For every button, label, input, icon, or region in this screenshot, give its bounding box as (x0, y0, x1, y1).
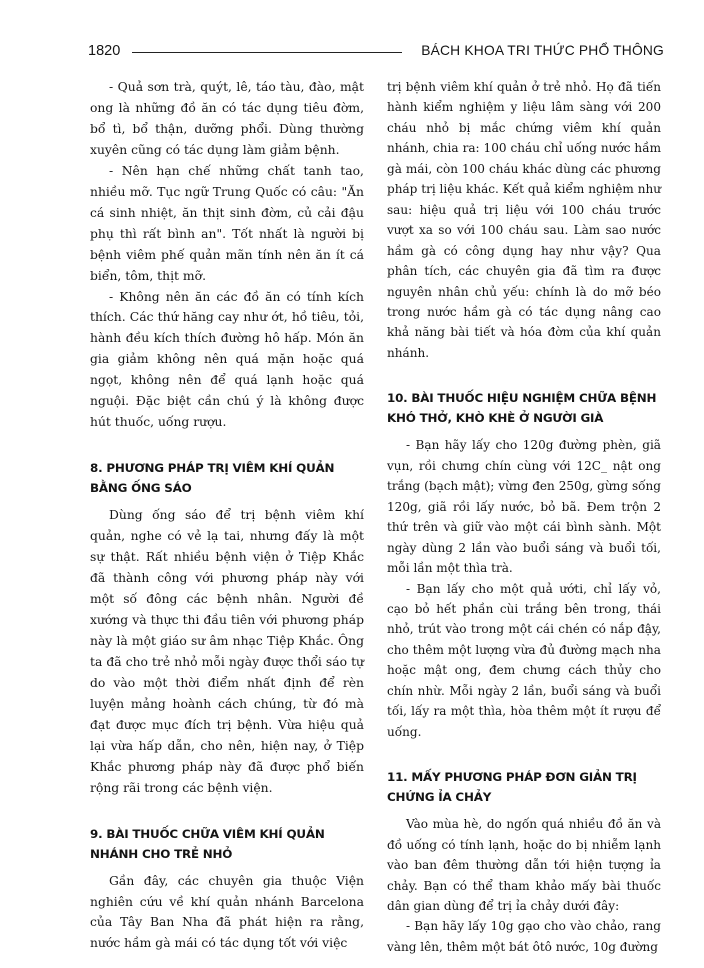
paragraph: - Bạn lấy cho một quả ướti, chỉ lấy vỏ, cạo bỏ hết phần cùi trắng bên trong, thái nhỏ, trút vào trong một cái chén có nắp đậy, cho thêm một lượng vừa đủ đường mạch nha hoặc mật ong, đem chưng cách thủy cho chín nhừ. Mỗi ngày 2 lần, buổi sáng và buổi tối, lấy ra một thìa, hòa thêm một ít rượu để uống. (387, 581, 661, 739)
paragraph: Dùng ống sáo để trị bệnh viêm khí quản, nghe có vẻ lạ tai, nhưng đấy là một sự thật. Rất nhiều bệnh viện ở Tiệp Khắc đã thành công với phương pháp này với một số đông các bệnh nhân. Người đề xướng và thực thi đầu tiên với phương pháp này là một giáo sư âm nhạc Tiệp Khắc. Ông ta đã cho trẻ nhỏ mỗi ngày được thổi sáo tự do vào một thời điểm nhất định để rèn luyện mảng hoành cách chúng, từ đó mà đạt được mục đích trị bệnh. Vừa hiệu quả lại vừa hấp dẫn, cho nên, hiện nay, ở Tiệp Khắc phương pháp này đã được phổ biến rộng rãi trong các bệnh viện. (90, 508, 364, 795)
page-number: 1820 (88, 43, 121, 59)
paragraph: - Bạn hãy lấy cho 120g đường phèn, giã vụn, rồi chưng chín cùng với 12C_ nật ong trắng (bạch mật); vừng đen 250g, gừng sống 120g, giã rồi lấy nước, bỏ bã. Đem trộn 2 thứ trên và giữ vào một cái bình sành. Một ngày dùng 2 lần vào buổi sáng và buổi tối, mỗi lần một thìa trà. (387, 438, 661, 576)
section-heading-9: 9. BÀI THUỐC CHỮA VIÊM KHÍ QUẢN NHÁNH CHO TRẺ NHỎ (90, 826, 325, 861)
section-heading-11: 11. MẤY PHƯƠNG PHÁP ĐƠN GIẢN TRỊ CHỨNG ỈA CHẢY (387, 770, 637, 805)
paragraph: - Bạn hãy lấy 10g gạo cho vào chảo, rang vàng lên, thêm một bát ôtô nước, 10g đường (387, 919, 661, 954)
running-header (88, 40, 664, 62)
paragraph: - Không nên ăn các đồ ăn có tính kích thích. Các thứ hăng cay như ớt, hồ tiêu, tỏi, hành đều kích thích đường hô hấp. Món ăn gia giảm không nên quá mặn hoặc quá ngọt, không nên để quá lạnh hoặc quá nguội. Đặc biệt cần chú ý là không được hút thuốc, uống rượu. (90, 289, 364, 430)
paragraph: Vào mùa hè, do ngốn quá nhiều đồ ăn và đồ uống có tính lạnh, hoặc do bị nhiễm lạnh vào ban đêm thường dẫn tới hiện tượng ỉa chảy. Bạn có thể tham khảo mấy bài thuốc dân gian dùng để trị ỉa chảy dưới đây: (387, 817, 661, 913)
section-heading-10: 10. BÀI THUỐC HIỆU NGHIỆM CHỮA BỆNH KHÓ THỞ, KHÒ KHÈ Ở NGƯỜI GIÀ (387, 391, 657, 426)
section-heading-8: 8. PHƯƠNG PHÁP TRỊ VIÊM KHÍ QUẢN BẰNG ỐNG SÁO (90, 461, 335, 496)
paragraph: - Nên hạn chế những chất tanh tao, nhiều mỡ. Tục ngữ Trung Quốc có câu: "Ăn cá sinh nhiệt, ăn thịt sinh đờm, củ cải đậu phụ thì rất bình an". Tốt nhất là người bị bệnh viêm phế quản mãn tính nên ăn ít cá biển, tôm, thịt mỡ. (90, 163, 364, 283)
left-column (90, 77, 364, 954)
paragraph: Gần đây, các chuyên gia thuộc Viện nghiên cứu về khí quản nhánh Barcelona của Tây Ban Nha đã phát hiện ra rằng, nước hầm gà mái có tác dụng tốt với việc (90, 873, 364, 951)
paragraph: trị bệnh viêm khí quản ở trẻ nhỏ. Họ đã tiến hành kiểm nghiệm y liệu lâm sàng với 200 cháu nhỏ bị mắc chứng viêm khí quản nhánh, chia ra: 100 cháu chỉ uống nước hầm gà mái, còn 100 cháu khác dùng các phương pháp trị liệu khác. Kết quả kiểm nghiệm như sau: hiệu quả trị liệu với 100 cháu trước vượt xa so với 100 cháu sau. Làm sao nước hầm gà có công dụng hay như vậy? Qua phân tích, các chuyên gia đã tìm ra được nguyên nhân chủ yếu: chính là do mỡ béo trong nước hầm gà có tác dụng nâng cao khả năng bài tiết và hóa đờm của khí quản nhánh. (387, 80, 661, 360)
right-column (387, 77, 661, 957)
header-rule (132, 52, 402, 53)
running-title: BÁCH KHOA TRI THỨC PHỔ THÔNG (421, 43, 664, 58)
paragraph: - Quả sơn trà, quýt, lê, táo tàu, đào, mật ong là những đồ ăn có tác dụng tiêu đờm, bổ tì, bổ thận, dưỡng phổi. Dùng thường xuyên cũng có tác dụng làm giảm bệnh. (90, 80, 364, 157)
